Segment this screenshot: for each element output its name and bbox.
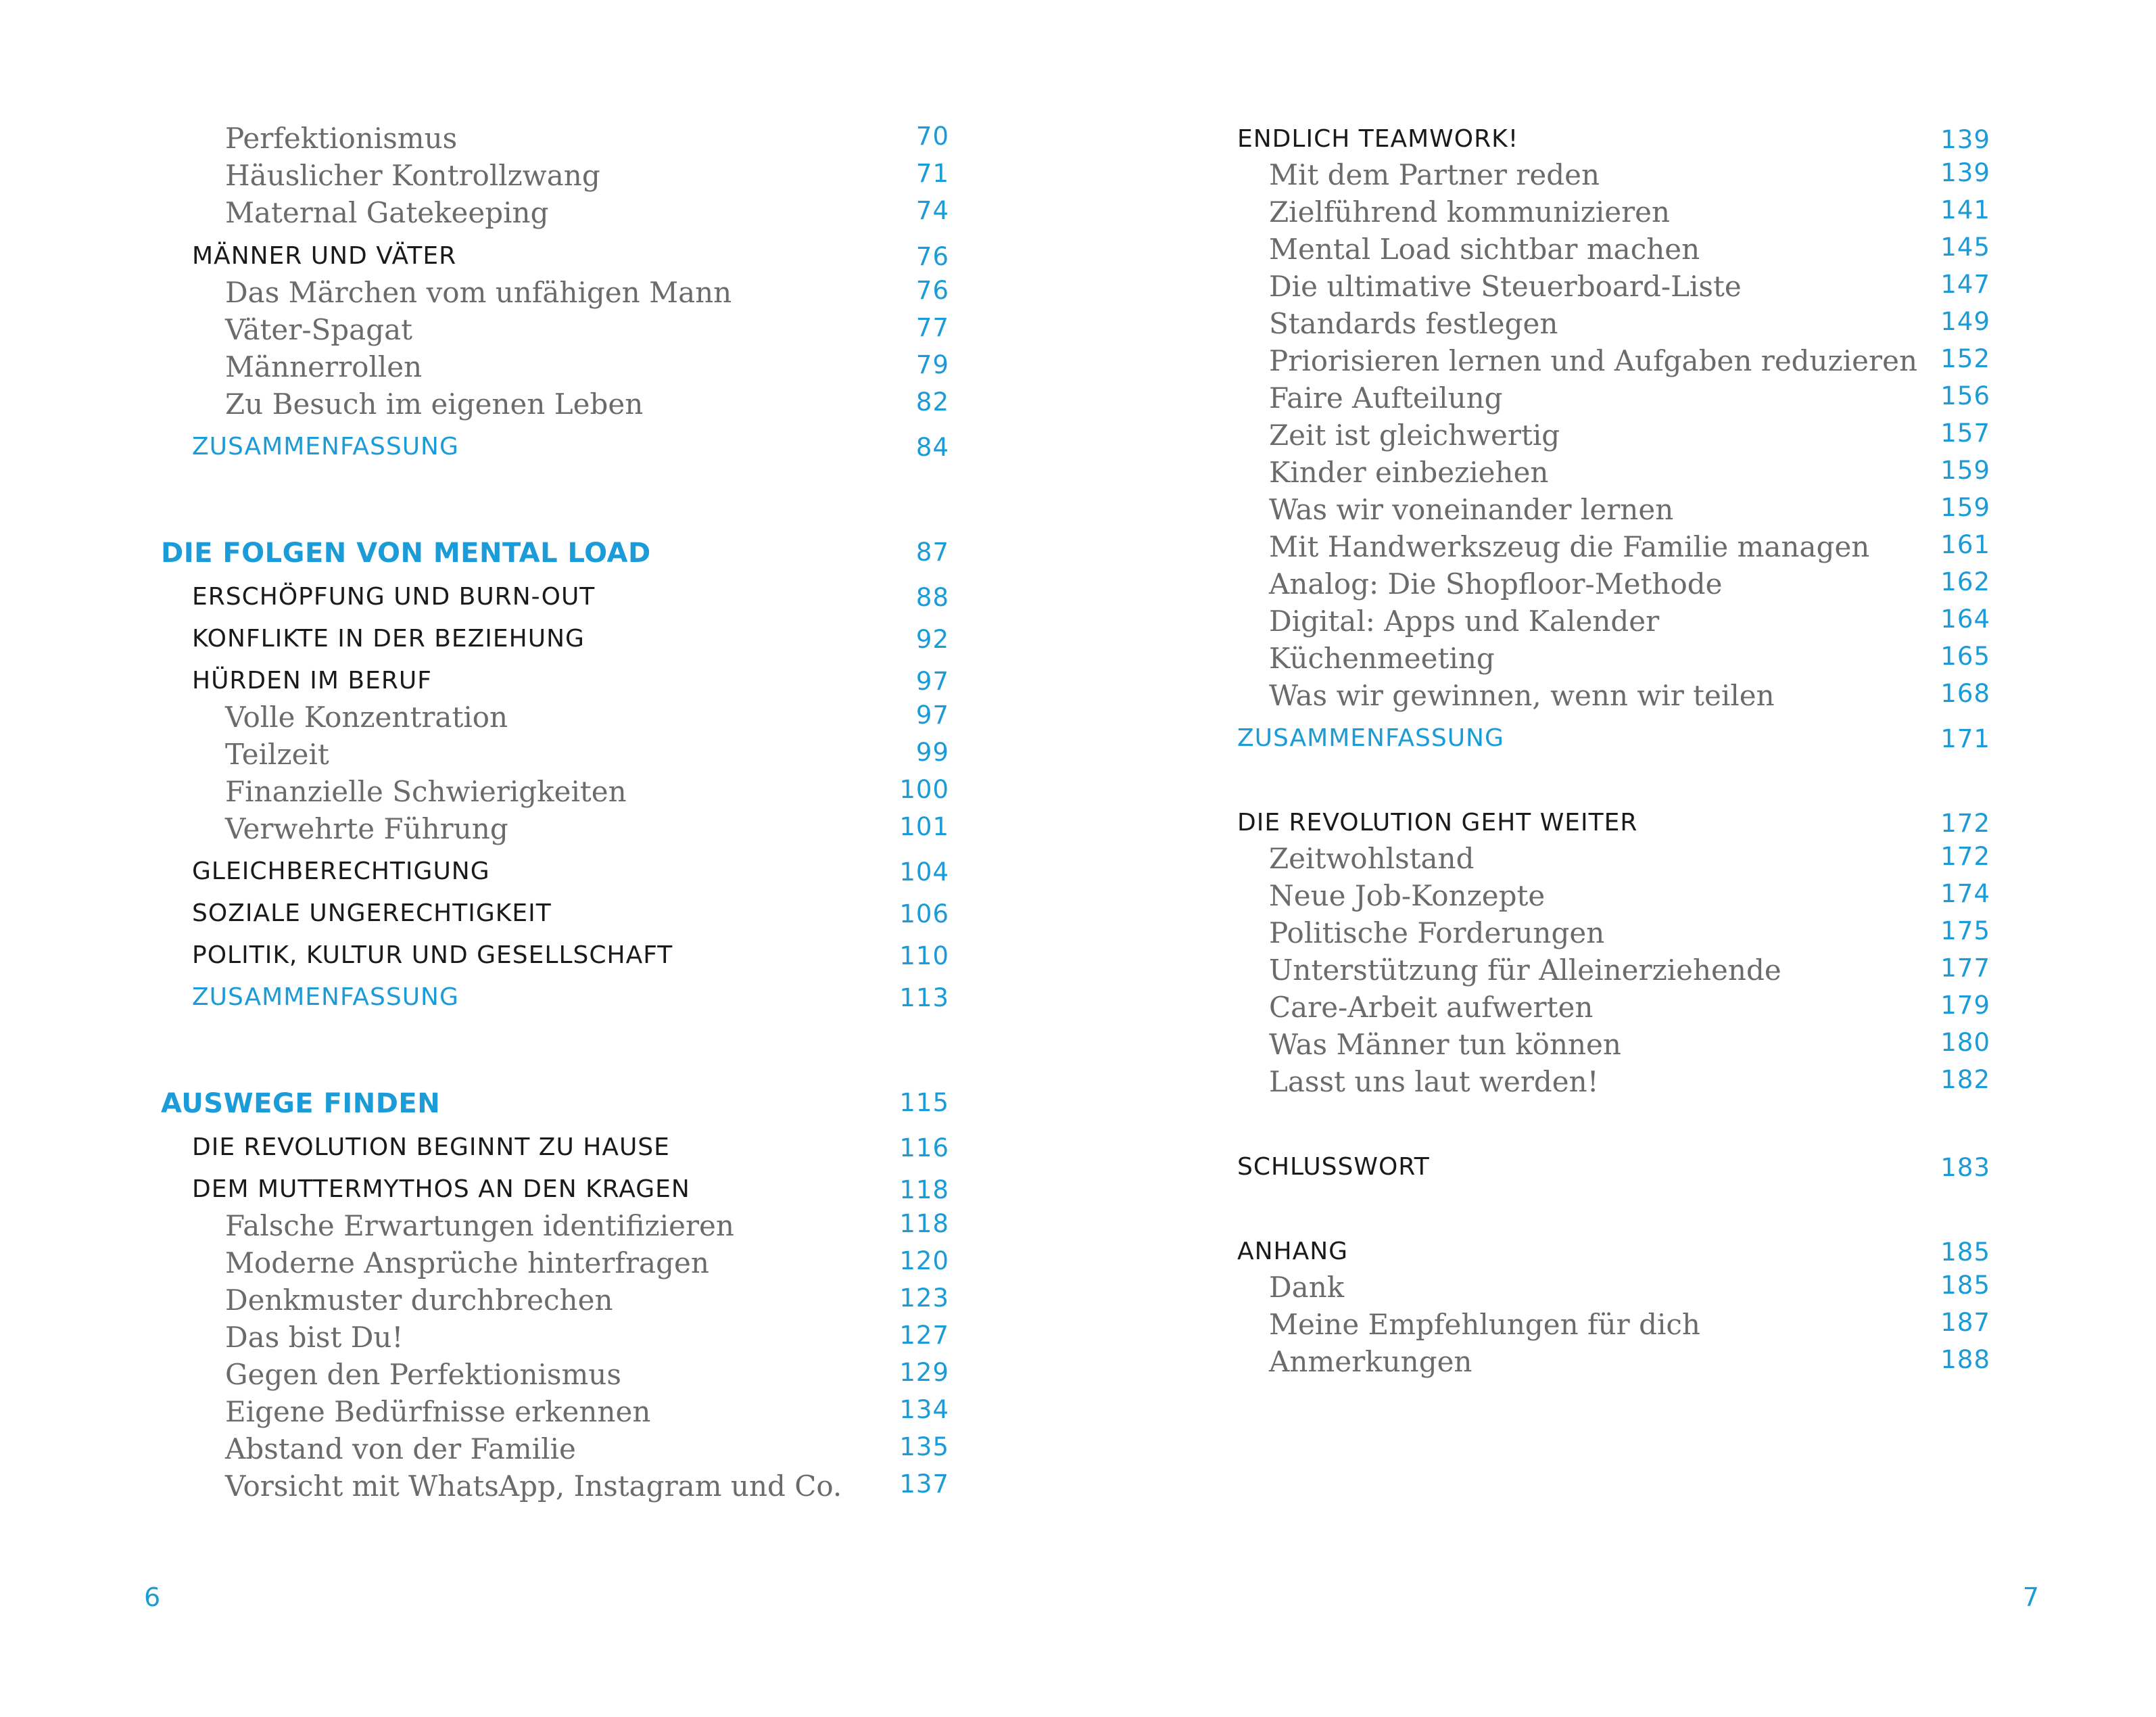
entry-page-number: 106 (899, 899, 949, 928)
chapter-title: DIE FOLGEN VON MENTAL LOAD (161, 538, 651, 569)
entry-page-number: 156 (1940, 381, 1990, 410)
entry-page-number: 84 (915, 433, 949, 462)
page-number-right: 7 (2022, 1582, 2039, 1612)
entry-page-number: 187 (1940, 1308, 1990, 1337)
entry-page-number: 97 (915, 701, 949, 730)
entry-title: Maternal Gatekeeping (225, 196, 549, 229)
entry-page-number: 149 (1940, 307, 1990, 336)
entry-page-number: 179 (1940, 991, 1990, 1020)
entry-page-number: 188 (1940, 1345, 1990, 1374)
entry-title: Volle Konzentration (225, 701, 508, 734)
entry-page-number: 127 (899, 1321, 949, 1350)
entry-page-number: 174 (1940, 879, 1990, 908)
entry-page-number: 100 (899, 775, 949, 804)
entry-title: Standards festlegen (1269, 307, 1558, 340)
entry-page-number: 120 (899, 1246, 949, 1275)
section-title: DEM MUTTERMYTHOS AN DEN KRAGEN (192, 1175, 690, 1203)
entry-page-number: 162 (1940, 567, 1990, 596)
entry-page-number: 172 (1940, 842, 1990, 871)
entry-title: Mit Handwerkszeug die Familie managen (1269, 530, 1870, 563)
entry-title: Die ultimative Steuerboard-Liste (1269, 270, 1742, 303)
entry-title: Faire Aufteilung (1269, 381, 1503, 415)
entry-title: Priorisieren lernen und Aufgaben reduzieren (1269, 344, 1918, 377)
entry-title: Falsche Erwartungen identifizieren (225, 1209, 734, 1242)
entry-page-number: 139 (1940, 125, 1990, 154)
entry-page-number: 185 (1940, 1238, 1990, 1267)
entry-title: Teilzeit (225, 738, 329, 771)
section-title: MÄNNER UND VÄTER (192, 242, 457, 270)
summary-title: ZUSAMMENFASSUNG (1237, 724, 1504, 752)
entry-title: Perfektionismus (225, 122, 458, 155)
entry-page-number: 99 (915, 738, 949, 767)
entry-title: Verwehrte Führung (225, 812, 508, 845)
entry-page-number: 139 (1940, 158, 1990, 187)
entry-page-number: 168 (1940, 679, 1990, 708)
entry-page-number: 161 (1940, 530, 1990, 559)
entry-page-number: 118 (899, 1209, 949, 1238)
entry-page-number: 134 (899, 1395, 949, 1424)
entry-title: Politische Forderungen (1269, 916, 1605, 949)
entry-page-number: 157 (1940, 419, 1990, 448)
entry-page-number: 123 (899, 1284, 949, 1313)
section-title: ERSCHÖPFUNG UND BURN-OUT (192, 583, 596, 611)
entry-title: Mit dem Partner reden (1269, 158, 1600, 191)
entry-title: Unterstützung für Alleinerziehende (1269, 954, 1781, 987)
entry-page-number: 145 (1940, 233, 1990, 262)
entry-page-number: 129 (899, 1358, 949, 1387)
section-title: SCHLUSSWORT (1237, 1153, 1430, 1181)
entry-page-number: 165 (1940, 642, 1990, 671)
entry-page-number: 135 (899, 1432, 949, 1461)
entry-page-number: 87 (915, 538, 949, 567)
entry-page-number: 113 (899, 983, 949, 1012)
summary-title: ZUSAMMENFASSUNG (192, 983, 459, 1011)
entry-title: Häuslicher Kontrollzwang (225, 159, 600, 192)
entry-page-number: 147 (1940, 270, 1990, 299)
entry-title: Denkmuster durchbrechen (225, 1284, 613, 1317)
entry-page-number: 183 (1940, 1153, 1990, 1182)
entry-title: Dank (1269, 1271, 1345, 1304)
entry-page-number: 76 (915, 242, 949, 271)
entry-page-number: 164 (1940, 605, 1990, 634)
section-title: KONFLIKTE IN DER BEZIEHUNG (192, 625, 585, 653)
chapter-title: AUSWEGE FINDEN (161, 1088, 441, 1119)
entry-title: Väter-Spagat (225, 313, 413, 346)
entry-page-number: 88 (915, 583, 949, 612)
entry-page-number: 77 (915, 313, 949, 342)
entry-page-number: 182 (1940, 1065, 1990, 1094)
entry-title: Analog: Die Shopfloor-Methode (1269, 567, 1723, 601)
entry-page-number: 177 (1940, 954, 1990, 983)
entry-title: Abstand von der Familie (225, 1432, 576, 1465)
entry-title: Kinder einbeziehen (1269, 456, 1549, 489)
entry-title: Lasst uns laut werden! (1269, 1065, 1599, 1098)
entry-title: Das Märchen vom unfähigen Mann (225, 276, 732, 309)
entry-title: Digital: Apps und Kalender (1269, 605, 1660, 638)
entry-title: Zeitwohlstand (1269, 842, 1475, 875)
entry-page-number: 101 (899, 812, 949, 841)
entry-title: Eigene Bedürfnisse erkennen (225, 1395, 651, 1428)
entry-title: Zu Besuch im eigenen Leben (225, 387, 644, 421)
entry-title: Vorsicht mit WhatsApp, Instagram und Co. (225, 1469, 842, 1503)
entry-title: Gegen den Perfektionismus (225, 1358, 621, 1391)
entry-title: Meine Empfehlungen für dich (1269, 1308, 1700, 1341)
entry-page-number: 171 (1940, 724, 1990, 753)
entry-page-number: 92 (915, 625, 949, 654)
entry-page-number: 175 (1940, 916, 1990, 945)
entry-page-number: 118 (899, 1175, 949, 1204)
entry-title: Anmerkungen (1269, 1345, 1472, 1378)
entry-page-number: 79 (915, 350, 949, 379)
entry-title: Neue Job-Konzepte (1269, 879, 1546, 912)
entry-title: Männerrollen (225, 350, 423, 383)
entry-title: Was wir gewinnen, wenn wir teilen (1269, 679, 1775, 712)
entry-page-number: 71 (915, 159, 949, 188)
entry-page-number: 152 (1940, 344, 1990, 373)
entry-title: Mental Load sichtbar machen (1269, 233, 1700, 266)
entry-page-number: 180 (1940, 1028, 1990, 1057)
entry-title: Was wir voneinander lernen (1269, 493, 1674, 526)
entry-page-number: 137 (899, 1469, 949, 1499)
entry-page-number: 185 (1940, 1271, 1990, 1300)
summary-title: ZUSAMMENFASSUNG (192, 433, 459, 461)
entry-page-number: 82 (915, 387, 949, 417)
entry-page-number: 70 (915, 122, 949, 151)
entry-title: Care-Arbeit aufwerten (1269, 991, 1594, 1024)
entry-page-number: 172 (1940, 809, 1990, 838)
entry-title: Zeit ist gleichwertig (1269, 419, 1560, 452)
entry-title: Moderne Ansprüche hinterfragen (225, 1246, 709, 1279)
entry-page-number: 97 (915, 667, 949, 696)
page-number-left: 6 (144, 1582, 161, 1612)
entry-page-number: 76 (915, 276, 949, 305)
section-title: ENDLICH TEAMWORK! (1237, 125, 1519, 153)
entry-page-number: 110 (899, 941, 949, 970)
section-title: SOZIALE UNGERECHTIGKEIT (192, 899, 552, 927)
section-title: GLEICHBERECHTIGUNG (192, 857, 490, 885)
section-title: DIE REVOLUTION BEGINNT ZU HAUSE (192, 1133, 670, 1161)
entry-title: Finanzielle Schwierigkeiten (225, 775, 627, 808)
entry-page-number: 116 (899, 1133, 949, 1162)
entry-page-number: 141 (1940, 195, 1990, 225)
entry-page-number: 159 (1940, 493, 1990, 522)
section-title: HÜRDEN IM BERUF (192, 667, 432, 695)
entry-title: Zielführend kommunizieren (1269, 195, 1671, 229)
entry-page-number: 74 (915, 196, 949, 225)
section-title: DIE REVOLUTION GEHT WEITER (1237, 809, 1638, 837)
section-title: ANHANG (1237, 1238, 1349, 1265)
entry-title: Küchenmeeting (1269, 642, 1495, 675)
section-title: POLITIK, KULTUR UND GESELLSCHAFT (192, 941, 673, 969)
right-page (1078, 0, 2156, 1717)
entry-page-number: 115 (899, 1088, 949, 1117)
entry-title: Das bist Du! (225, 1321, 404, 1354)
entry-page-number: 104 (899, 857, 949, 887)
entry-title: Was Männer tun können (1269, 1028, 1621, 1061)
entry-page-number: 159 (1940, 456, 1990, 485)
